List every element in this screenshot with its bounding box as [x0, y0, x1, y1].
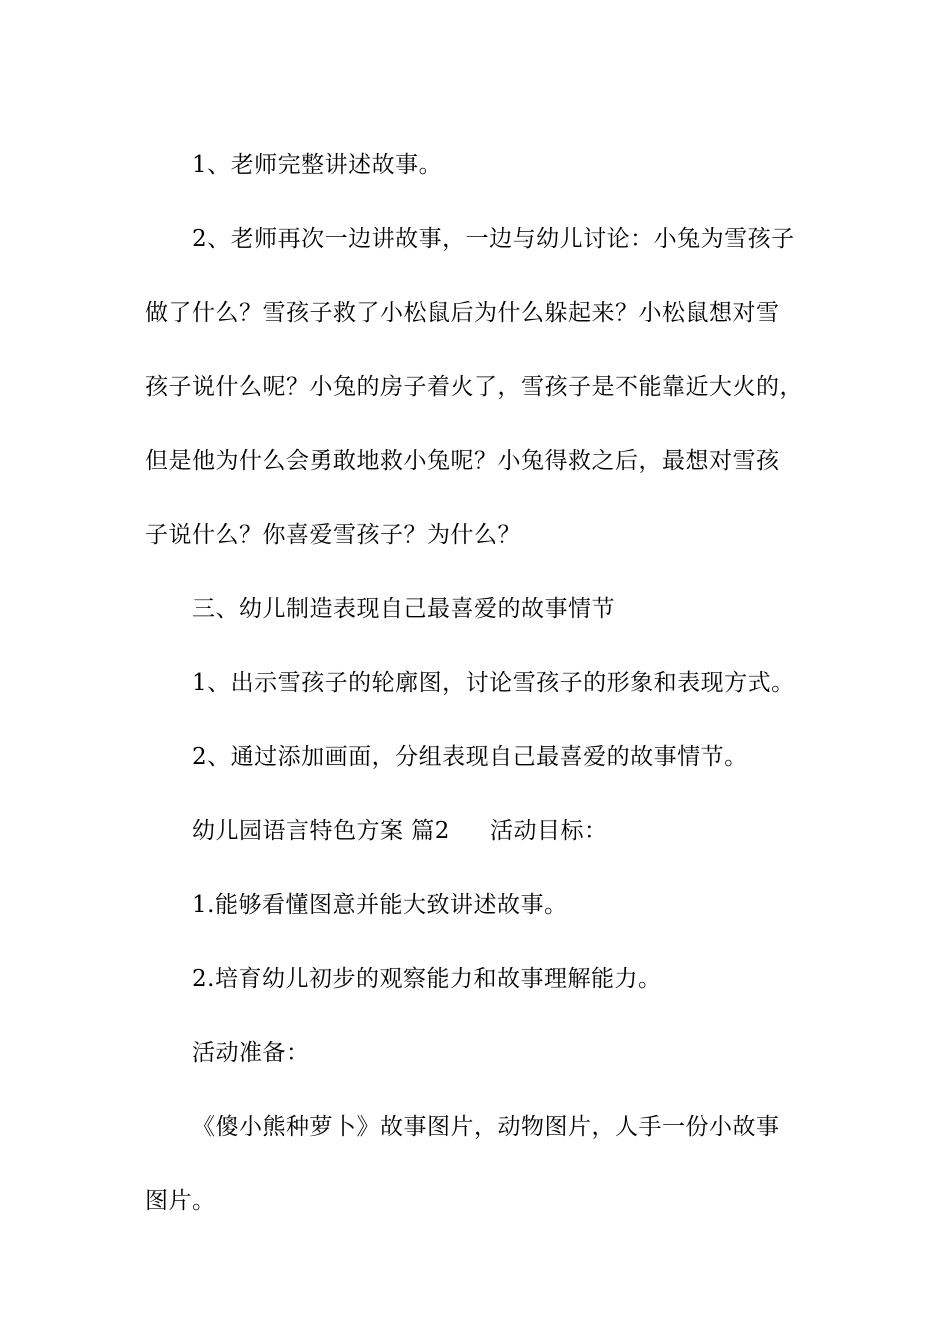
step-2-paragraph-line-4: 但是他为什么会勇敢地救小兔呢？小兔得救之后，最想对雪孩 [145, 448, 780, 474]
plan-2-heading-line [145, 794, 835, 868]
goal-1: 1.能够看懂图意并能大致讲述故事。 [192, 892, 568, 918]
document-body [145, 128, 835, 1238]
goal-2: 2.培育幼儿初步的观察能力和故事理解能力。 [192, 966, 662, 992]
preparation-paragraph-line-1: 《傻小熊种萝卜》故事图片，动物图片，人手一份小故事 [192, 1114, 780, 1140]
step-2-paragraph-line-3: 孩子说什么呢？小兔的房子着火了，雪孩子是不能靠近大火的， [145, 374, 803, 400]
section-3-item-2: 2、通过添加画面，分组表现自己最喜爱的故事情节。 [192, 744, 748, 770]
step-2-paragraph-line-2: 做了什么？雪孩子救了小松鼠后为什么躲起来？小松鼠想对雪 [145, 300, 780, 326]
section-3-item-1: 1、出示雪孩子的轮廓图，讨论雪孩子的形象和表现方式。 [192, 670, 795, 696]
plan-2-title: 幼儿园语言特色方案 篇2 [192, 818, 450, 844]
step-1-paragraph: 1、老师完整讲述故事。 [192, 152, 443, 178]
step-2-paragraph-line-5: 子说什么？你喜爱雪孩子？为什么？ [145, 522, 521, 548]
activity-goals-label: 活动目标： [489, 818, 608, 844]
section-3-heading: 三、幼儿制造表现自己最喜爱的故事情节 [192, 596, 615, 622]
activity-preparation-label: 活动准备： [192, 1040, 310, 1066]
preparation-paragraph-line-2: 图片。 [145, 1188, 216, 1214]
step-2-paragraph-line-1: 2、老师再次一边讲故事，一边与幼儿讨论：小兔为雪孩子 [192, 226, 795, 252]
